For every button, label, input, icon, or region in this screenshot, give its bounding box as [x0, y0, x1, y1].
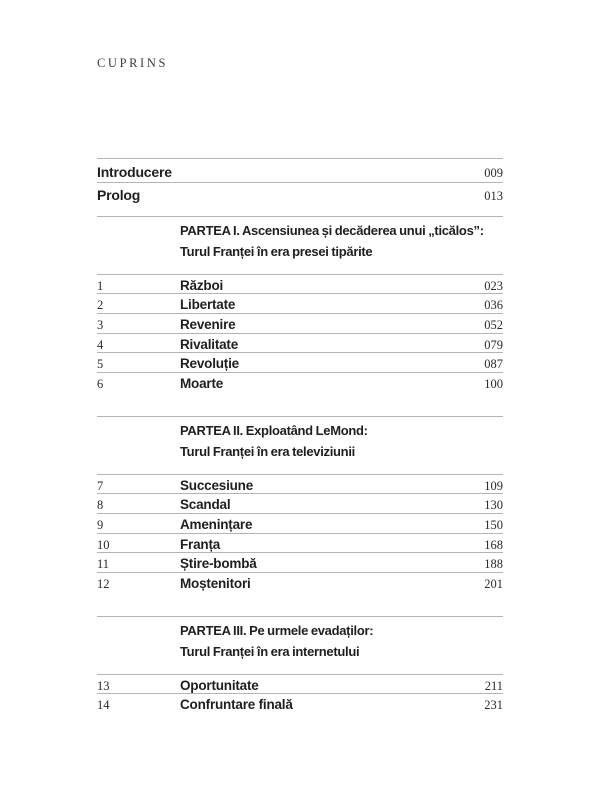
toc-entry[interactable] [97, 333, 503, 353]
chapter-title: Revoluție [180, 356, 239, 372]
chapter-number: 8 [97, 498, 104, 513]
chapter-page-number: 130 [484, 498, 503, 513]
chapter-number: 4 [97, 337, 104, 352]
toc-entry[interactable] [97, 513, 503, 533]
chapter-number: 10 [97, 537, 110, 552]
chapter-title: Scandal [180, 497, 231, 513]
chapter-page-number: 201 [484, 577, 503, 592]
part-heading [97, 416, 503, 462]
entry-page-number: 009 [484, 165, 503, 180]
chapter-page-number: 100 [484, 376, 503, 391]
chapter-page-number: 052 [484, 317, 503, 332]
entry-title: Introducere [97, 163, 172, 180]
frontmatter-list [97, 158, 503, 205]
toc-entry[interactable] [97, 313, 503, 333]
chapter-page-number: 079 [484, 337, 503, 352]
chapter-page-number: 150 [484, 518, 503, 532]
chapter-title: Revenire [180, 316, 236, 332]
chapter-page-number: 109 [484, 478, 503, 493]
part-section [97, 616, 503, 713]
chapter-number: 9 [97, 518, 104, 532]
page-header-cuprins: CUPRINS [97, 56, 168, 70]
table-of-contents [97, 158, 503, 713]
chapter-number: 14 [97, 698, 110, 713]
chapter-title: Moștenitori [180, 576, 251, 592]
chapter-title: Confruntare finală [180, 697, 293, 713]
chapter-list [97, 674, 503, 713]
part-heading-line1: PARTEA I. Ascensiunea și decăderea unui „ticălos”: [180, 222, 484, 238]
chapter-number: 7 [97, 478, 104, 493]
chapter-number: 13 [97, 678, 110, 693]
chapter-page-number: 168 [484, 537, 503, 552]
chapter-page-number: 211 [484, 678, 503, 693]
chapter-page-number: 023 [484, 278, 503, 293]
toc-entry[interactable] [97, 552, 503, 572]
toc-entry[interactable] [97, 372, 503, 392]
toc-entry[interactable] [97, 693, 503, 713]
chapter-page-number: 188 [484, 557, 503, 572]
chapter-page-number: 231 [484, 698, 503, 713]
parts-list [97, 216, 503, 714]
part-heading [97, 616, 503, 662]
chapter-number: 2 [97, 298, 104, 313]
chapter-title: Succesiune [180, 477, 254, 493]
chapter-title: Franța [180, 536, 221, 552]
chapter-page-number: 036 [484, 298, 503, 313]
chapter-title: Oportunitate [180, 677, 259, 693]
chapter-title: Libertate [180, 297, 236, 313]
chapter-list [97, 274, 503, 392]
toc-entry[interactable] [97, 572, 503, 592]
toc-entry[interactable] [97, 533, 503, 553]
toc-entry[interactable] [97, 493, 503, 513]
toc-entry[interactable] [97, 158, 503, 182]
toc-entry[interactable] [97, 474, 503, 494]
part-section [97, 416, 503, 592]
chapter-number: 6 [97, 376, 104, 391]
chapter-title: Război [180, 277, 224, 293]
part-heading-line2: Turul Franței în era internetului [180, 643, 360, 659]
toc-entry[interactable] [97, 182, 503, 206]
chapter-list [97, 474, 503, 592]
entry-page-number: 013 [484, 189, 503, 203]
chapter-title: Știre-bombă [180, 556, 257, 572]
chapter-number: 1 [97, 278, 104, 293]
chapter-number: 3 [97, 317, 104, 332]
chapter-number: 5 [97, 357, 104, 372]
toc-entry[interactable] [97, 674, 503, 694]
part-heading-line1: PARTEA III. Pe urmele evadaților: [180, 622, 374, 638]
entry-title: Prolog [97, 187, 141, 203]
part-heading-line2: Turul Franței în era presei tipărite [180, 243, 373, 259]
chapter-title: Moarte [180, 375, 224, 391]
toc-entry[interactable] [97, 352, 503, 372]
chapter-title: Rivalitate [180, 336, 239, 352]
chapter-page-number: 087 [484, 357, 503, 372]
part-heading-line2: Turul Franței în era televiziunii [180, 443, 355, 459]
part-section [97, 216, 503, 392]
part-heading [97, 216, 503, 262]
toc-entry[interactable] [97, 274, 503, 294]
chapter-number: 11 [97, 557, 110, 572]
part-heading-line1: PARTEA II. Exploatând LeMond: [180, 422, 368, 438]
toc-entry[interactable] [97, 293, 503, 313]
chapter-title: Amenințare [180, 517, 253, 532]
chapter-number: 12 [97, 577, 110, 592]
